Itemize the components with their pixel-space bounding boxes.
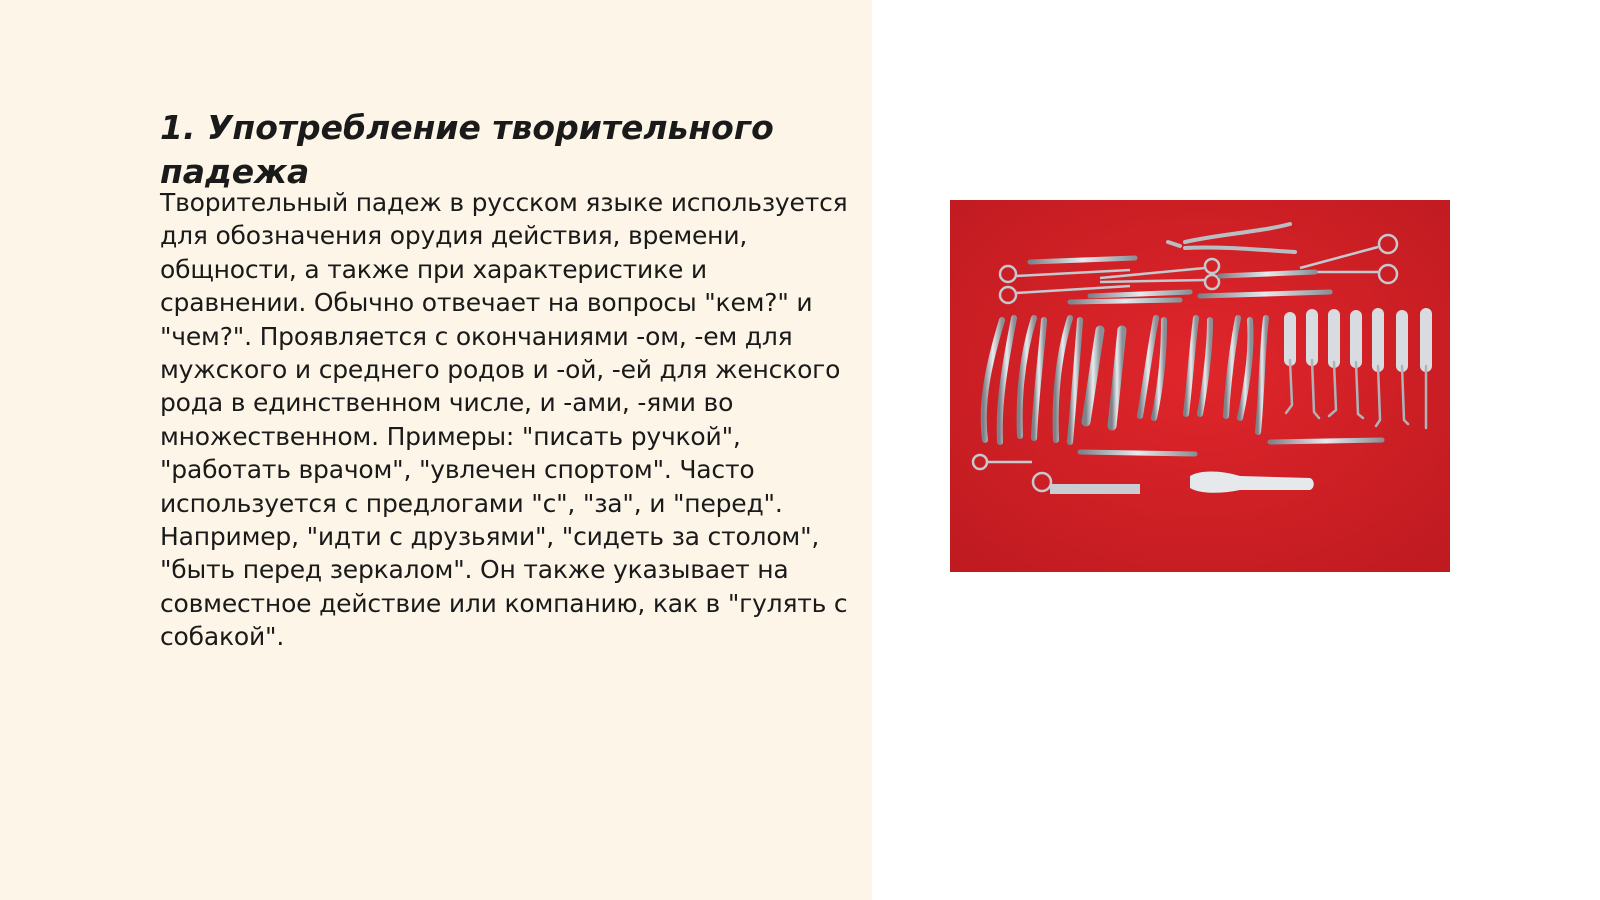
red-cloth xyxy=(950,200,1450,572)
slide-title: 1. Употребление творительного падежа xyxy=(160,108,774,191)
dental-instruments-photo xyxy=(950,200,1450,572)
slide-body-text: Творительный падеж в русском языке используется для обозначения орудия действия, времени, общности, а также при характеристике и сравнении. Обычно отвечает на вопросы "кем?" и "чем?". Проявляется с окончаниями -ом, -ем для мужского и среднего родов и -ой, -ей для женского рода в единственном числе, и -ами, -ями во множественном. Примеры: "писать ручкой", "работать врачом", "увлечен спортом". Часто используется с предлогами "с", "за", и "перед". Например, "идти с друзьями", "сидеть за столом", "быть перед зеркалом". Он также указывает на совместное действие или компанию, как в "гулять с собакой". xyxy=(160,188,848,652)
dental-instruments-illustration xyxy=(950,200,1450,572)
